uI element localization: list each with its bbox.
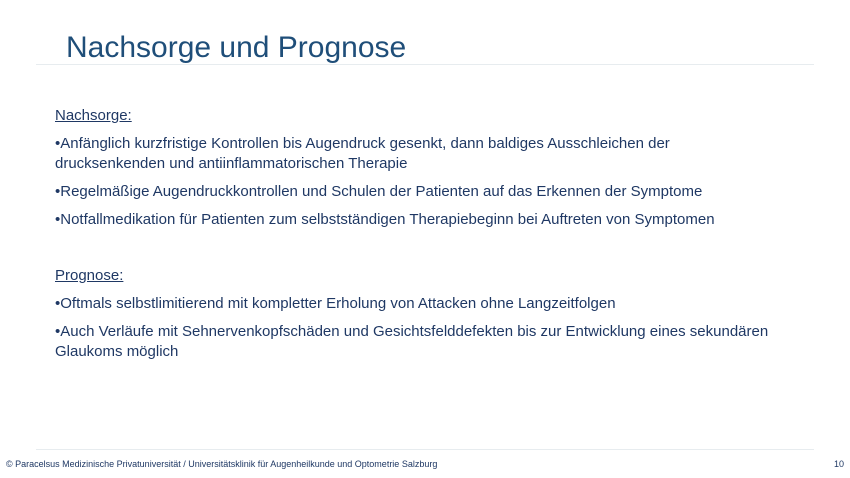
section-prognose — [55, 266, 775, 362]
bullet-item: •Anfänglich kurzfristige Kontrollen bis Augendruck gesenkt, dann baldiges Ausschleichen der drucksenkenden und antiinflammatorischen Therapie — [55, 135, 670, 172]
page-number: 10 — [833, 459, 844, 469]
title-divider — [36, 64, 814, 65]
section-spacer — [55, 238, 775, 266]
bullet-item: •Notfallmedikation für Patienten zum selbstständigen Therapiebeginn bei Auftreten von Symptomen — [55, 211, 715, 228]
bullet-item: •Oftmals selbstlimitierend mit kompletter Erholung von Attacken ohne Langzeitfolgen — [55, 295, 616, 312]
section-heading: Nachsorge: — [55, 107, 132, 124]
section-heading: Prognose: — [55, 267, 124, 284]
bullet-item: •Regelmäßige Augendruckkontrollen und Schulen der Patienten auf das Erkennen der Symptome — [55, 183, 703, 200]
slide-content — [55, 106, 775, 370]
bullet-item: •Auch Verläufe mit Sehnervenkopfschäden und Gesichtsfelddefekten bis zur Entwicklung eines sekundären Glaukoms möglich — [55, 323, 769, 360]
footer-copyright: © Paracelsus Medizinische Privatuniversität / Universitätsklinik für Augenheilkunde und Optometrie Salzburg — [6, 459, 438, 469]
section-nachsorge — [55, 106, 775, 230]
footer-divider — [36, 449, 814, 450]
slide-title: Nachsorge und Prognose — [66, 31, 407, 64]
